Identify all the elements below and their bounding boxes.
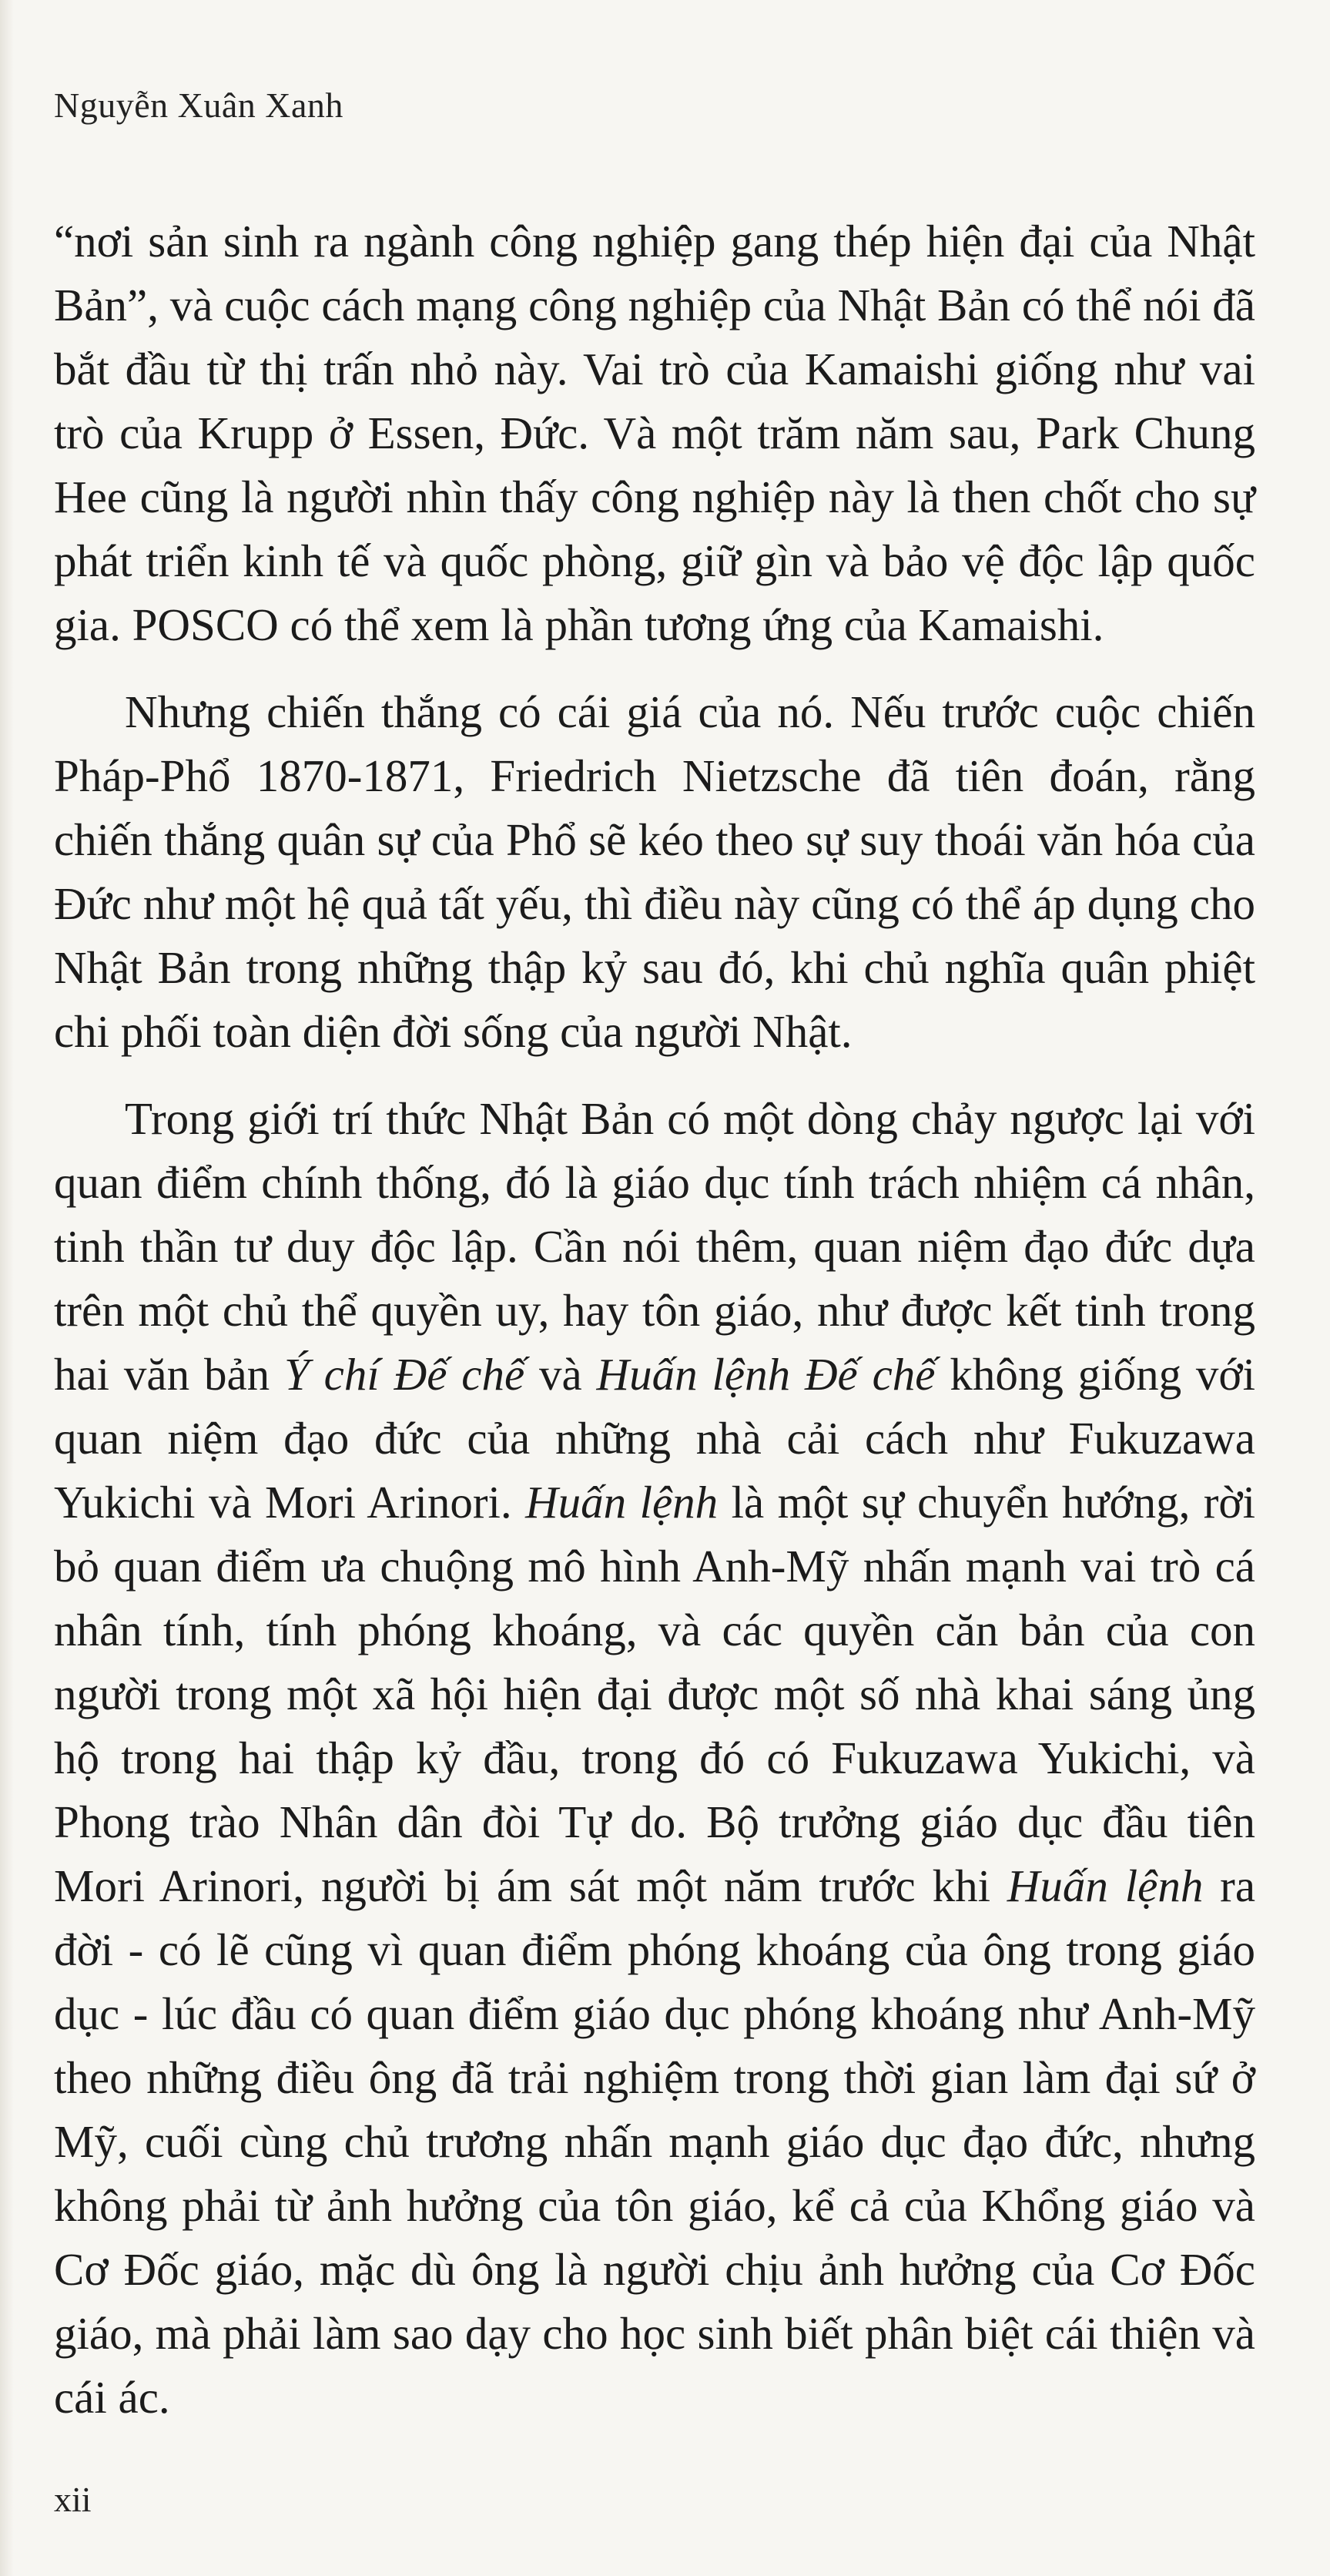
paragraph-3: [54, 1087, 1255, 2430]
italic-title-run: Ý chí Đế chế: [284, 1349, 525, 1400]
body-text: [54, 210, 1255, 2430]
text-run: và: [524, 1349, 597, 1400]
text-run: là một sự chuyển hướng, rời bỏ quan điểm ưa chuộng mô hình Anh-Mỹ nhấn mạnh vai trò cá nhân tính, tính phóng khoáng, và các quyền căn bản của con người trong một xã hội hiện đại được một số nhà khai sáng ủng hộ trong hai thập kỷ đầu, trong đó có Fukuzawa Yukichi, và Phong trào Nhân dân đòi Tự do. Bộ trưởng giáo dục đầu tiên Mori Arinori, người bị ám sát một năm trước khi: [54, 1477, 1255, 1911]
running-head: Nguyễn Xuân Xanh: [54, 86, 343, 125]
paragraph-1: [54, 210, 1255, 657]
text-run: Nhưng chiến thắng có cái giá của nó. Nếu trước cuộc chiến Pháp-Phổ 1870-1871, Friedrich Nietzsche đã tiên đoán, rằng chiến thắng quân sự của Phổ sẽ kéo theo sự suy thoái văn hóa của Đức như một hệ quả tất yếu, thì điều này cũng có thể áp dụng cho Nhật Bản trong những thập kỷ sau đó, khi chủ nghĩa quân phiệt chi phối toàn diện đời sống của người Nhật.: [54, 686, 1255, 1057]
italic-title-run: Huấn lệnh: [525, 1477, 719, 1528]
page-gutter-shadow: [0, 0, 14, 2576]
italic-title-run: Huấn lệnh: [1007, 1860, 1204, 1911]
italic-title-run: Huấn lệnh Đế chế: [596, 1349, 936, 1400]
text-run: ra đời - có lẽ cũng vì quan điểm phóng khoáng của ông trong giáo dục - lúc đầu có quan điểm giáo dục phóng khoáng như Anh-Mỹ theo những điều ông đã trải nghiệm trong thời gian làm đại sứ ở Mỹ, cuối cùng chủ trương nhấn mạnh giáo dục đạo đức, nhưng không phải từ ảnh hưởng của tôn giáo, kể cả của Khổng giáo và Cơ Đốc giáo, mặc dù ông là người chịu ảnh hưởng của Cơ Đốc giáo, mà phải làm sao dạy cho học sinh biết phân biệt cái thiện và cái ác.: [54, 1860, 1255, 2423]
page-number: xii: [54, 2480, 92, 2519]
paragraph-2: [54, 680, 1255, 1064]
text-run: không giống với quan niệm đạo đức của những nhà cải cách như Fukuzawa Yukichi và Mori Arinori.: [54, 1349, 1256, 1528]
text-run: Trong giới trí thức Nhật Bản có một dòng chảy ngược lại với quan điểm chính thống, đó là giáo dục tính trách nhiệm cá nhân, tinh thần tư duy độc lập. Cần nói thêm, quan niệm đạo đức dựa trên một chủ thể quyền uy, hay tôn giáo, như được kết tinh trong hai văn bản: [54, 1093, 1255, 1400]
text-run: “nơi sản sinh ra ngành công nghiệp gang thép hiện đại của Nhật Bản”, và cuộc cách mạng công nghiệp của Nhật Bản có thể nói đã bắt đầu từ thị trấn nhỏ này. Vai trò của Kamaishi giống như vai trò của Krupp ở Essen, Đức. Và một trăm năm sau, Park Chung Hee cũng là người nhìn thấy công nghiệp này là then chốt cho sự phát triển kinh tế và quốc phòng, giữ gìn và bảo vệ độc lập quốc gia. POSCO có thể xem là phần tương ứng của Kamaishi.: [54, 216, 1255, 650]
